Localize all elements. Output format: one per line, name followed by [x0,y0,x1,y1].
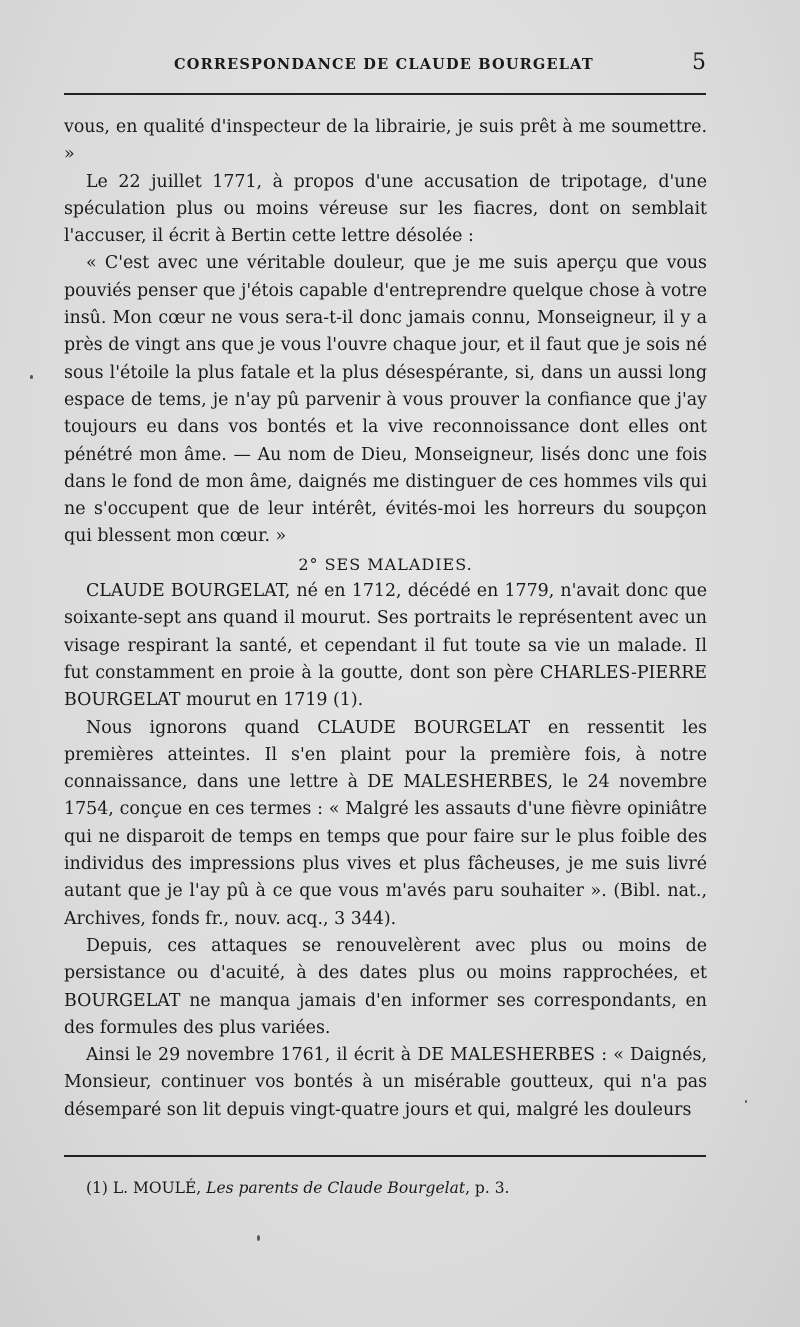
body-text [64,114,707,1124]
section-heading: 2° SES MALADIES. [298,554,473,574]
running-title: CORRESPONDANCE DE CLAUDE BOURGELAT [174,56,594,73]
paragraph: Ainsi le 29 novembre 1761, il écrit à DE MALESHERBES : « Daignés, Monsieur, continuer vos bontés à un misérable goutteux, qui n'a pas désemparé son lit depuis vingt-quatre jours et qui, malgré les douleurs [64,1045,707,1120]
paper-speck [745,1100,747,1103]
paragraph: CLAUDE BOURGELAT, né en 1712, décédé en 1779, n'avait donc que soixante-sept ans quand il mourut. Ses portraits le représentent avec un visage respirant la santé, et cependant il fut toute sa vie un malade. Il fut constamment en proie à la goutte, dont son père CHARLES-PIERRE BOURGELAT mourut en 1719 (1). [64,581,707,711]
paper-speck [257,1235,260,1241]
footnote [86,1179,509,1197]
paragraph: Le 22 juillet 1771, à propos d'une accusation de tripotage, d'une spéculation plus ou moins véreuse sur les fiacres, dont on semblait l'accuser, il écrit à Bertin cette lettre désolée : [64,171,707,247]
running-header [64,50,706,80]
footnote-page: , p. 3. [465,1179,510,1197]
paper-speck [30,375,33,379]
header-rule [64,93,706,95]
paragraph: « C'est avec une véritable douleur, que je me suis aperçu que vous pouviés penser que j'étois capable d'entreprendre quelque chose à votre insû. Mon cœur ne vous sera-t-il donc jamais connu, Monseigneur, il y a près de vingt ans que je vous l'ouvre chaque jour, et il faut que je sois né sous l'étoile la plus fatale et la plus désespérante, si, dans un aussi long espace de tems, je n'ay pû parvenir à vous prouver la confiance que j'ay toujours eu dans vos bontés et la vive reconnoissance dont elles ont pénétré mon âme. — Au nom de Dieu, Monseigneur, lisés donc une fois dans le fond de mon âme, daignés me distinguer de ces hommes vils qui ne s'occupent que de leur intérêt, évités-moi les horreurs du soupçon qui blessent mon cœur. » [64,253,707,547]
paragraph: Depuis, ces attaques se renouvelèrent avec plus ou moins de persistance ou d'acuité, à des dates plus ou moins rapprochées, et BOURGELAT ne manqua jamais d'en informer ses correspondants, en des formules des plus variées. [64,935,707,1038]
page-number: 5 [692,50,706,75]
footnote-rule [64,1155,706,1157]
paragraph: Nous ignorons quand CLAUDE BOURGELAT en ressentit les premières atteintes. Il s'en plaint pour la première fois, à notre connaissance, dans une lettre à DE MALESHERBES, le 24 novembre 1754, conçue en ces termes : « Malgré les assauts d'une fièvre opiniâtre qui ne disparoit de temps en temps que pour faire sur le plus foible des individus des impressions plus vives et plus fâcheuses, je me suis livré autant que je l'ay pû à ce que vous m'avés paru souhaiter ». (Bibl. nat., Archives, fonds fr., nouv. acq., 3 344). [64,717,707,929]
footnote-marker: (1) L. MOULÉ, [86,1179,202,1197]
footnote-title: Les parents de Claude Bourgelat [206,1179,466,1197]
paragraph: vous, en qualité d'inspecteur de la librairie, je suis prêt à me soumettre. » [64,117,707,165]
